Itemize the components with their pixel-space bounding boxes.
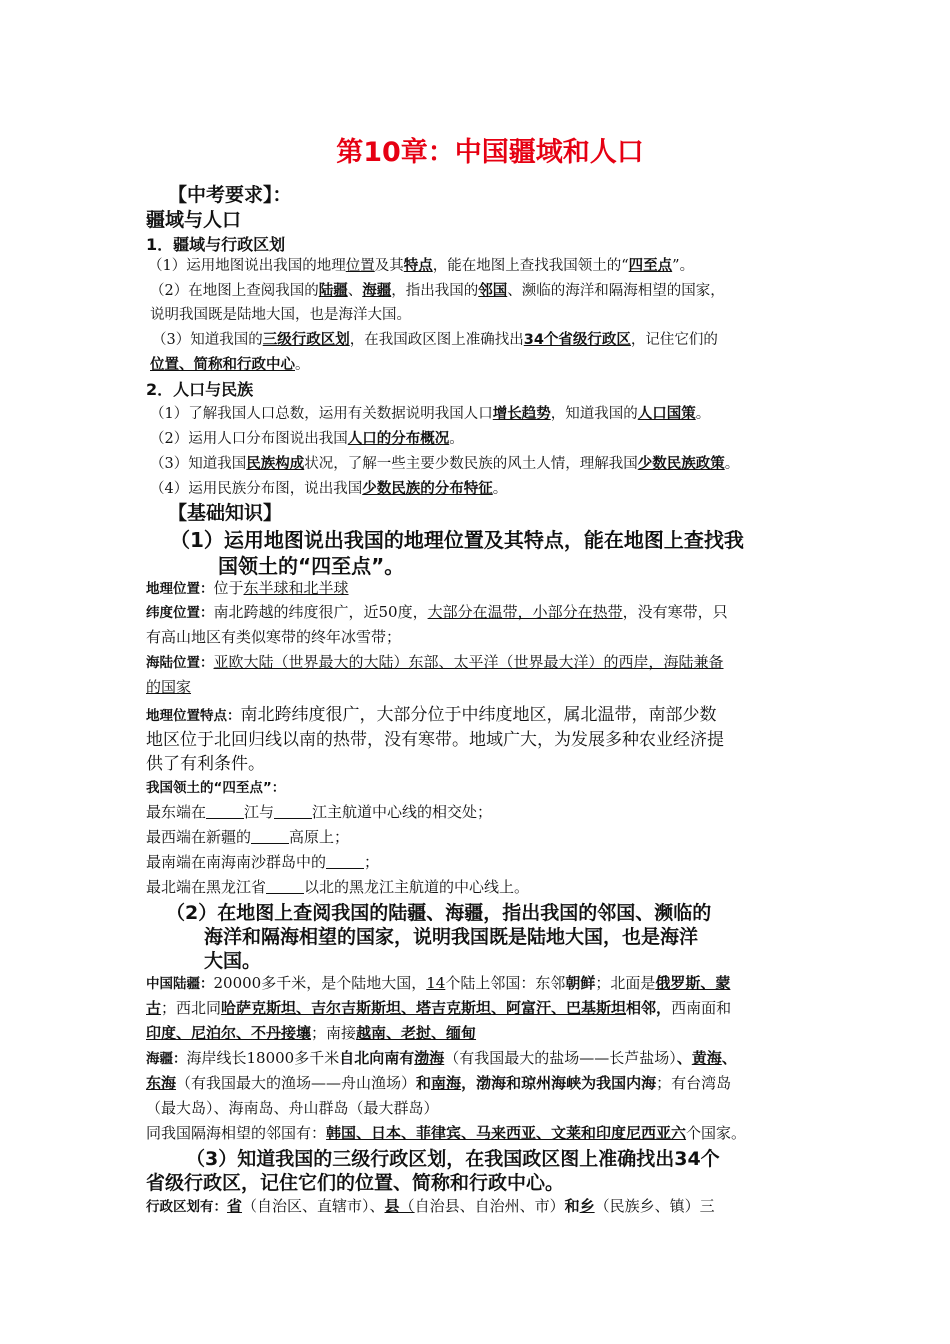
position-features-cont-2: 供了有利条件。 <box>146 754 265 774</box>
sea-land-position: 海陆位置：亚欧大陆（世界最大的大陆）东部、太平洋（世界最大洋）的西岸，海陆兼备 <box>146 653 724 671</box>
latitude-position-cont: 有高山地区有类似寒带的终年冰雪带； <box>146 628 402 646</box>
blank-2 <box>274 804 312 819</box>
extreme-east: 最东端在 江与 江主航道中心线的相交处； <box>146 803 493 821</box>
req-2-1: （1）了解我国人口总数，运用有关数据说明我国人口增长趋势，知道我国的人口国策。 <box>150 406 711 422</box>
position-features: 地理位置特点：南北跨纬度很广，大部分位于中纬度地区，属北温带，南部少数 <box>146 705 717 725</box>
sea-border: 海疆：海岸线长18000多千米自北向南有渤海（有我国最大的盐场——长芦盐场）、黄海、 <box>146 1049 737 1067</box>
extreme-north: 最北端在黑龙江省 以北的黑龙江主航道的中心线上。 <box>146 878 530 896</box>
req-1-2-cont: 说明我国既是陆地大国，也是海洋大国。 <box>150 307 411 323</box>
subheading-territory: 1．疆域与行政区划 <box>146 235 286 254</box>
extreme-south: 最南端在南海南沙群岛中的 ； <box>146 853 380 871</box>
four-extremes-heading: 我国领土的“四至点”： <box>146 780 286 796</box>
geo-position: 地理位置：位于东半球和北半球 <box>146 579 349 597</box>
sea-border-cont-2: （最大岛）、海南岛、舟山群岛（最大群岛） <box>146 1099 439 1117</box>
land-border-cont-2: 印度、尼泊尔、不丹接壤；南接越南、老挝、缅甸 <box>146 1024 477 1042</box>
exam-requirements-heading: 【中考要求】： <box>168 184 292 206</box>
across-sea-neighbors: 同我国隔海相望的邻国有：韩国、日本、菲律宾、马来西亚、文莱和印度尼西亚六个国家。 <box>146 1124 747 1142</box>
req-1-3: （3）知道我国的三级行政区划，在我国政区图上准确找出34个省级行政区，记住它们的 <box>152 332 718 348</box>
admin-divisions: 行政区划有：省（自治区、直辖市）、县（自治县、自治州、市）和乡（民族乡、镇）三 <box>146 1197 715 1215</box>
req-2-2: （2）运用人口分布图说出我国人口的分布概况。 <box>150 431 464 447</box>
basic-knowledge-heading: 【基础知识】 <box>168 502 283 524</box>
latitude-position: 纬度位置：南北跨越的纬度很广，近50度，大部分在温带，小部分在热带，没有寒带，只 <box>146 603 728 621</box>
blank-4 <box>326 854 364 869</box>
sea-border-cont-1: 东海（有我国最大的渔场——舟山渔场）和南海，渤海和琼州海峡为我国内海；有台湾岛 <box>146 1074 732 1092</box>
land-border: 中国陆疆：20000多千米，是个陆地大国，14个陆上邻国：东邻朝鲜；北面是俄罗斯、蒙 <box>146 974 731 992</box>
question-1-line-2: 国领土的“四至点”。 <box>218 554 405 578</box>
blank-1 <box>206 804 244 819</box>
chapter-title: 第10章：中国疆域和人口 <box>336 137 644 168</box>
question-1-line-1: （1）运用地图说出我国的地理位置及其特点，能在地图上查找我 <box>170 528 744 552</box>
req-1-2: （2）在地图上查阅我国的陆疆、海疆，指出我国的邻国、濒临的海洋和隔海相望的国家， <box>150 283 725 299</box>
question-3-line-1: （3）知道我国的三级行政区划，在我国政区图上准确找出34个 <box>186 1148 720 1170</box>
req-2-4: （4）运用民族分布图，说出我国少数民族的分布特征。 <box>150 481 508 497</box>
question-2-line-3: 大国。 <box>204 950 262 972</box>
blank-3 <box>251 829 289 844</box>
question-3-line-2: 省级行政区，记住它们的位置、简称和行政中心。 <box>146 1172 565 1194</box>
subheading-population: 2．人口与民族 <box>146 380 254 399</box>
land-border-cont-1: 古；西北同哈萨克斯坦、吉尔吉斯斯坦、塔吉克斯坦、阿富汗、巴基斯坦相邻，西南面和 <box>146 999 732 1017</box>
position-features-cont-1: 地区位于北回归线以南的热带，没有寒带。地域广大，为发展多种农业经济提 <box>146 730 724 750</box>
question-2-line-1: （2）在地图上查阅我国的陆疆、海疆，指出我国的邻国、濒临的 <box>166 902 712 924</box>
req-1-3-cont: 位置、简称和行政中心。 <box>150 357 310 373</box>
question-2-line-2: 海洋和隔海相望的国家，说明我国既是陆地大国，也是海洋 <box>204 926 699 948</box>
req-2-3: （3）知道我国民族构成状况，了解一些主要少数民族的风土人情，理解我国少数民族政策。 <box>150 456 740 472</box>
sea-land-position-cont: 的国家 <box>146 678 192 696</box>
req-1-1: （1）运用地图说出我国的地理位置及其特点，能在地图上查找我国领土的“四至点”。 <box>148 258 695 274</box>
extreme-west: 最西端在新疆的 高原上； <box>146 828 350 846</box>
blank-5 <box>266 879 304 894</box>
territory-population-heading: 疆域与人口 <box>146 209 242 231</box>
